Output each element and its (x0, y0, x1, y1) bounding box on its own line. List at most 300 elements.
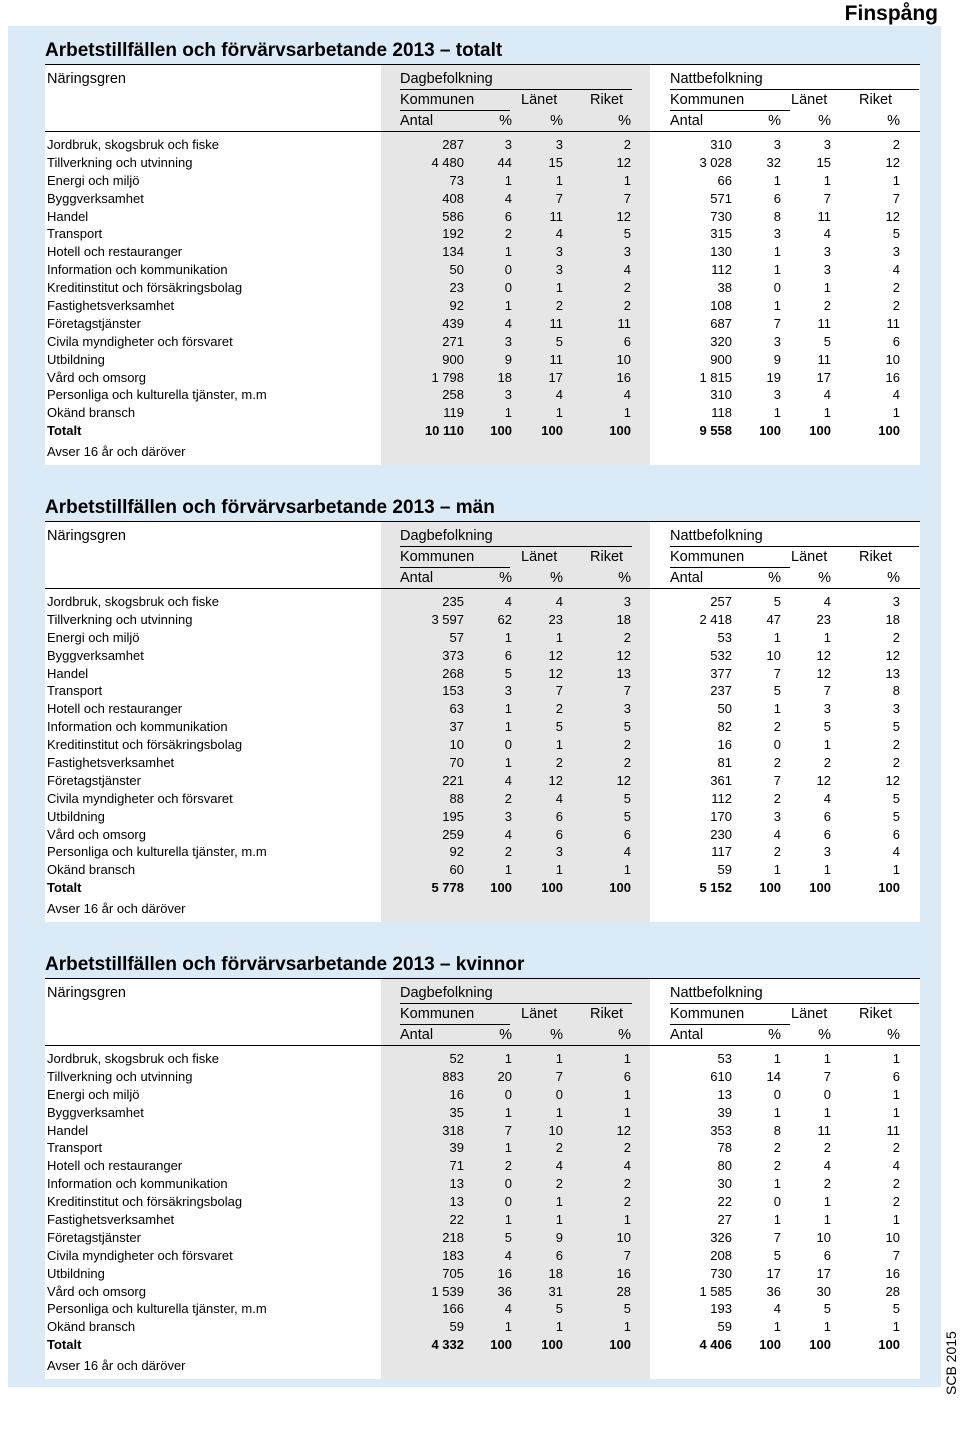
header-underline (400, 1024, 510, 1025)
industry-label: Energi och miljö (47, 1086, 140, 1102)
table-cell: 11 (817, 1122, 831, 1138)
header-underline (670, 546, 919, 547)
table-cell: 3 (892, 701, 900, 717)
table-cell: 208 (710, 1247, 732, 1263)
header-country: Riket (859, 549, 893, 565)
table-cell: 6 (504, 647, 512, 663)
header-count: Antal (400, 570, 434, 586)
header-country: Riket (590, 1006, 624, 1022)
table-cell: 4 (555, 1158, 563, 1174)
table-cell: 35 (449, 1104, 464, 1120)
section-title: Arbetstillfällen och förvärvsarbetande 2013 – män (45, 497, 495, 518)
table-row (45, 1193, 920, 1211)
table-cell: 23 (548, 611, 563, 627)
table-cell: 3 (504, 808, 512, 824)
table-cell: 11 (617, 315, 631, 331)
table-cell: 1 (555, 1194, 563, 1210)
table-cell: 2 (623, 629, 631, 645)
table-cell: 4 406 (699, 1337, 732, 1353)
table-cell: 20 (497, 1068, 512, 1084)
table-cell: 18 (548, 1265, 563, 1281)
table-cell: 3 (555, 844, 563, 860)
table-cell: 7 (823, 683, 831, 699)
table-cell: 310 (710, 387, 732, 403)
table-cell: 32 (766, 154, 781, 170)
header-day-population: Dagbefolkning (400, 71, 493, 87)
header-percent: % (768, 113, 781, 129)
table-cell: 7 (823, 190, 831, 206)
table-body (45, 1046, 920, 1354)
table-cell: 1 (555, 629, 563, 645)
table-cell: 12 (616, 772, 631, 788)
table-cell: 6 (623, 333, 631, 349)
table-cell: 70 (449, 755, 464, 771)
table-cell: 7 (555, 190, 563, 206)
table-cell: 2 (623, 1140, 631, 1156)
table-cell: 112 (711, 790, 732, 806)
table-row (45, 1318, 920, 1336)
industry-label: Byggverksamhet (47, 190, 144, 206)
table-cell: 7 (504, 1122, 512, 1138)
table-cell: 18 (616, 611, 631, 627)
table-cell: 1 (555, 1319, 563, 1335)
table-row (45, 808, 920, 826)
table-cell: 1 (623, 1319, 631, 1335)
header-industry: Näringsgren (47, 528, 126, 544)
table-cell: 0 (504, 737, 512, 753)
table-cell: 318 (442, 1122, 464, 1138)
table-row (45, 333, 920, 351)
header-percent: % (618, 570, 631, 586)
industry-label: Byggverksamhet (47, 1104, 144, 1120)
table-cell: 1 798 (431, 369, 464, 385)
table-cell: 4 (773, 826, 781, 842)
table-cell: 258 (442, 387, 464, 403)
table-cell: 4 (623, 844, 631, 860)
table-cell: 15 (816, 154, 831, 170)
industry-label: Totalt (47, 423, 82, 439)
table-cell: 900 (710, 351, 732, 367)
industry-label: Jordbruk, skogsbruk och fiske (47, 137, 219, 152)
table-cell: 73 (449, 172, 464, 188)
table-cell: 59 (449, 1319, 464, 1335)
table-cell: 10 110 (424, 423, 464, 439)
header-municipality: Kommunen (400, 92, 475, 108)
table-cell: 13 (449, 1194, 464, 1210)
table-cell: 0 (773, 1086, 781, 1102)
table-cell: 5 (773, 1247, 781, 1263)
table-cell: 10 (885, 1229, 900, 1245)
table-cell: 1 (892, 862, 900, 878)
table-cell: 2 (555, 1140, 563, 1156)
table-cell: 4 (504, 594, 512, 609)
table-cell: 3 (623, 244, 631, 260)
table-cell: 12 (548, 665, 563, 681)
table-cell: 2 (773, 844, 781, 860)
table-cell: 1 (773, 244, 781, 260)
header-percent: % (499, 1027, 512, 1043)
table-cell: 3 (773, 137, 781, 152)
industry-label: Fastighetsverksamhet (47, 1212, 175, 1228)
industry-label: Jordbruk, skogsbruk och fiske (47, 1051, 219, 1066)
table-cell: 5 (773, 683, 781, 699)
table-row (45, 629, 920, 647)
header-county: Länet (521, 92, 558, 108)
table-cell: 2 (892, 755, 900, 771)
table-cell: 2 (773, 790, 781, 806)
table-cell: 36 (766, 1283, 781, 1299)
table-cell: 1 (823, 280, 831, 296)
table-cell: 112 (711, 262, 732, 278)
table-cell: 4 (892, 844, 900, 860)
table-cell: 13 (717, 1086, 732, 1102)
header-underline (670, 567, 790, 568)
table-cell: 4 (504, 826, 512, 842)
table-cell: 2 (555, 755, 563, 771)
table-cell: 4 (504, 772, 512, 788)
header-percent: % (887, 1027, 900, 1043)
table-cell: 1 (623, 1104, 631, 1120)
table-row (45, 172, 920, 190)
table-cell: 5 (504, 665, 512, 681)
industry-label: Civila myndigheter och försvaret (47, 790, 233, 806)
header-county: Länet (791, 549, 828, 565)
table-row (45, 1175, 920, 1193)
table-cell: 326 (710, 1229, 732, 1245)
table-cell: 5 (623, 808, 631, 824)
table-row (45, 404, 920, 422)
table-cell: 5 (504, 1229, 512, 1245)
table-cell: 31 (548, 1283, 563, 1299)
table-cell: 16 (717, 737, 732, 753)
table-cell: 2 (773, 719, 781, 735)
table-cell: 5 (892, 790, 900, 806)
header-percent: % (499, 570, 512, 586)
table-cell: 1 (823, 1212, 831, 1228)
table-cell: 1 (823, 629, 831, 645)
industry-label: Tillverkning och utvinning (47, 611, 193, 627)
table-cell: 3 (823, 244, 831, 260)
table-row (45, 790, 920, 808)
table-cell: 1 (504, 172, 512, 188)
table-cell: 92 (449, 298, 464, 314)
header-underline (400, 1003, 632, 1004)
table-cell: 532 (710, 647, 732, 663)
table-cell: 0 (773, 737, 781, 753)
municipality-name: Finspång (844, 2, 938, 25)
note-shade (381, 897, 650, 922)
table-cell: 1 585 (699, 1283, 732, 1299)
table-cell: 2 (823, 298, 831, 314)
header-country: Riket (859, 92, 893, 108)
header-underline (400, 89, 632, 90)
industry-label: Kreditinstitut och försäkringsbolag (47, 1194, 243, 1210)
table-cell: 4 (623, 387, 631, 403)
industry-label: Personliga och kulturella tjänster, m.m (47, 844, 267, 860)
table-cell: 373 (442, 647, 464, 663)
industry-label: Vård och omsorg (47, 1283, 146, 1299)
table-cell: 88 (449, 790, 464, 806)
industry-label: Information och kommunikation (47, 719, 228, 735)
table-cell: 1 (823, 405, 831, 421)
industry-label: Okänd bransch (47, 405, 136, 421)
table-cell: 100 (541, 1337, 563, 1353)
table-cell: 1 (892, 1086, 900, 1102)
table-cell: 14 (766, 1068, 781, 1084)
table-cell: 17 (816, 1265, 831, 1281)
header-municipality: Kommunen (670, 92, 745, 108)
table-cell: 80 (717, 1158, 732, 1174)
table-cell: 16 (449, 1086, 464, 1102)
table-cell: 2 (555, 298, 563, 314)
table-cell: 3 (823, 701, 831, 717)
table-cell: 5 (623, 790, 631, 806)
header-night-population: Nattbefolkning (670, 71, 763, 87)
table-cell: 7 (623, 190, 631, 206)
table-cell: 361 (710, 772, 732, 788)
table-row (45, 826, 920, 844)
table-cell: 4 (555, 594, 563, 609)
table-cell: 3 (823, 137, 831, 152)
header-day-population: Dagbefolkning (400, 528, 493, 544)
footer-mark: SCB 2015 (943, 1331, 959, 1395)
table-cell: 6 (892, 1068, 900, 1084)
table-cell: 1 (773, 298, 781, 314)
table-cell: 7 (773, 315, 781, 331)
table-cell: 11 (886, 1122, 900, 1138)
table-cell: 2 (773, 755, 781, 771)
table-cell: 730 (710, 1265, 732, 1281)
table-cell: 1 (504, 629, 512, 645)
industry-label: Okänd bransch (47, 1319, 136, 1335)
header-percent: % (499, 113, 512, 129)
table-cell: 3 (773, 333, 781, 349)
table-cell: 2 (504, 226, 512, 242)
industry-label: Fastighetsverksamhet (47, 755, 175, 771)
table-cell: 1 539 (431, 1283, 464, 1299)
table-cell: 1 (892, 172, 900, 188)
table-cell: 2 (773, 1140, 781, 1156)
table-cell: 3 (892, 594, 900, 609)
table-cell: 1 (892, 1051, 900, 1066)
table-cell: 310 (710, 137, 732, 152)
header-percent: % (618, 113, 631, 129)
note-text: Avser 16 år och däröver (47, 444, 186, 460)
table-cell: 7 (773, 1229, 781, 1245)
table-cell: 37 (449, 719, 464, 735)
table-cell: 4 (892, 387, 900, 403)
table-cell: 4 (823, 226, 831, 242)
table-row (45, 665, 920, 683)
header-percent: % (550, 570, 563, 586)
table-row (45, 1247, 920, 1265)
table-cell: 12 (548, 772, 563, 788)
table-row (45, 1139, 920, 1157)
industry-label: Hotell och restauranger (47, 1158, 183, 1174)
table-cell: 5 (892, 719, 900, 735)
table-cell: 1 (555, 737, 563, 753)
header-industry: Näringsgren (47, 985, 126, 1001)
table-cell: 12 (816, 772, 831, 788)
table-cell: 62 (497, 611, 512, 627)
header-count: Antal (670, 570, 704, 586)
header-municipality: Kommunen (670, 1006, 745, 1022)
table-cell: 5 (892, 226, 900, 242)
header-percent: % (887, 113, 900, 129)
table-cell: 50 (449, 262, 464, 278)
table-cell: 6 (892, 826, 900, 842)
industry-label: Utbildning (47, 1265, 105, 1281)
table-cell: 7 (555, 683, 563, 699)
table-cell: 1 (773, 1176, 781, 1192)
table-cell: 4 (504, 1301, 512, 1317)
industry-label: Transport (47, 1140, 103, 1156)
table-cell: 100 (490, 880, 512, 896)
table-cell: 5 (555, 333, 563, 349)
header-county: Länet (791, 92, 828, 108)
table-cell: 0 (555, 1086, 563, 1102)
table-cell: 3 (623, 701, 631, 717)
table-cell: 28 (885, 1283, 900, 1299)
industry-label: Transport (47, 683, 103, 699)
industry-label: Personliga och kulturella tjänster, m.m (47, 387, 267, 403)
table-row (45, 1229, 920, 1247)
header-underline (400, 110, 510, 111)
table-cell: 1 (823, 1319, 831, 1335)
table-cell: 353 (710, 1122, 732, 1138)
table-cell: 1 (823, 172, 831, 188)
industry-label: Kreditinstitut och försäkringsbolag (47, 737, 243, 753)
table-cell: 192 (442, 226, 464, 242)
table-cell: 6 (823, 808, 831, 824)
table-cell: 19 (766, 369, 781, 385)
table-cell: 900 (442, 351, 464, 367)
table-cell: 82 (717, 719, 732, 735)
table-cell: 7 (555, 1068, 563, 1084)
table-cell: 1 (555, 172, 563, 188)
industry-label: Hotell och restauranger (47, 701, 183, 717)
table-cell: 1 (823, 1104, 831, 1120)
table-row (45, 611, 920, 629)
table-row (45, 315, 920, 333)
table-cell: 6 (823, 1247, 831, 1263)
table-cell: 12 (816, 665, 831, 681)
table-cell: 1 (504, 1051, 512, 1066)
table-cell: 13 (449, 1176, 464, 1192)
table-cell: 2 (823, 1176, 831, 1192)
table-cell: 2 (504, 844, 512, 860)
table-row (45, 386, 920, 404)
table-cell: 315 (710, 226, 732, 242)
table-row (45, 243, 920, 261)
table-row (45, 225, 920, 243)
table-cell: 50 (717, 701, 732, 717)
table-row (45, 351, 920, 369)
table-cell: 4 (823, 1158, 831, 1174)
header-count: Antal (670, 113, 704, 129)
header-percent: % (818, 113, 831, 129)
table-cell: 2 (623, 755, 631, 771)
table-row (45, 647, 920, 665)
table-cell: 5 (623, 226, 631, 242)
table-cell: 2 (623, 737, 631, 753)
table-cell: 100 (878, 880, 900, 896)
table-cell: 6 (773, 190, 781, 206)
table-cell: 7 (823, 1068, 831, 1084)
table-cell: 1 (555, 1104, 563, 1120)
table-cell: 3 (555, 244, 563, 260)
table-cell: 100 (609, 1337, 631, 1353)
header-underline (400, 546, 632, 547)
table-cell: 3 (504, 387, 512, 403)
table-cell: 10 (766, 647, 781, 663)
table-cell: 71 (449, 1158, 464, 1174)
table-cell: 12 (885, 208, 900, 224)
table-cell: 18 (497, 369, 512, 385)
table-cell: 2 418 (699, 611, 732, 627)
table-cell: 100 (809, 423, 831, 439)
industry-label: Utbildning (47, 808, 105, 824)
table-cell: 4 (504, 190, 512, 206)
table-row (45, 190, 920, 208)
table-row (45, 593, 920, 611)
table-cell: 11 (817, 208, 831, 224)
table-cell: 166 (442, 1301, 464, 1317)
industry-label: Energi och miljö (47, 629, 140, 645)
table-row (45, 682, 920, 700)
table-cell: 12 (885, 772, 900, 788)
table-cell: 11 (549, 208, 563, 224)
table-note (45, 897, 920, 922)
table-cell: 1 (773, 701, 781, 717)
table-cell: 130 (710, 244, 732, 260)
table-cell: 4 (892, 262, 900, 278)
table-note (45, 440, 920, 465)
table-cell: 730 (710, 208, 732, 224)
table-cell: 5 (823, 333, 831, 349)
header-county: Länet (521, 1006, 558, 1022)
table-note (45, 1354, 920, 1379)
table-cell: 1 (823, 1194, 831, 1210)
table-cell: 1 (504, 1212, 512, 1228)
table-cell: 1 (623, 172, 631, 188)
table-cell: 1 (773, 262, 781, 278)
table-cell: 1 815 (699, 369, 732, 385)
table-cell: 2 (504, 790, 512, 806)
table-cell: 2 (892, 629, 900, 645)
table-cell: 9 (773, 351, 781, 367)
table-cell: 39 (717, 1104, 732, 1120)
table-cell: 1 (555, 405, 563, 421)
industry-label: Kreditinstitut och försäkringsbolag (47, 280, 243, 296)
table-row (45, 1157, 920, 1175)
industry-label: Information och kommunikation (47, 1176, 228, 1192)
table-cell: 100 (609, 423, 631, 439)
table-cell: 17 (816, 369, 831, 385)
table-cell: 16 (497, 1265, 512, 1281)
table-row (45, 754, 920, 772)
industry-label: Totalt (47, 880, 82, 896)
table-cell: 36 (497, 1283, 512, 1299)
table-cell: 153 (442, 683, 464, 699)
table-cell: 218 (442, 1229, 464, 1245)
header-underline (670, 1024, 790, 1025)
table-section (45, 38, 920, 465)
header-county: Länet (791, 1006, 828, 1022)
table-cell: 57 (449, 629, 464, 645)
table-cell: 5 778 (431, 880, 464, 896)
industry-label: Personliga och kulturella tjänster, m.m (47, 1301, 267, 1317)
